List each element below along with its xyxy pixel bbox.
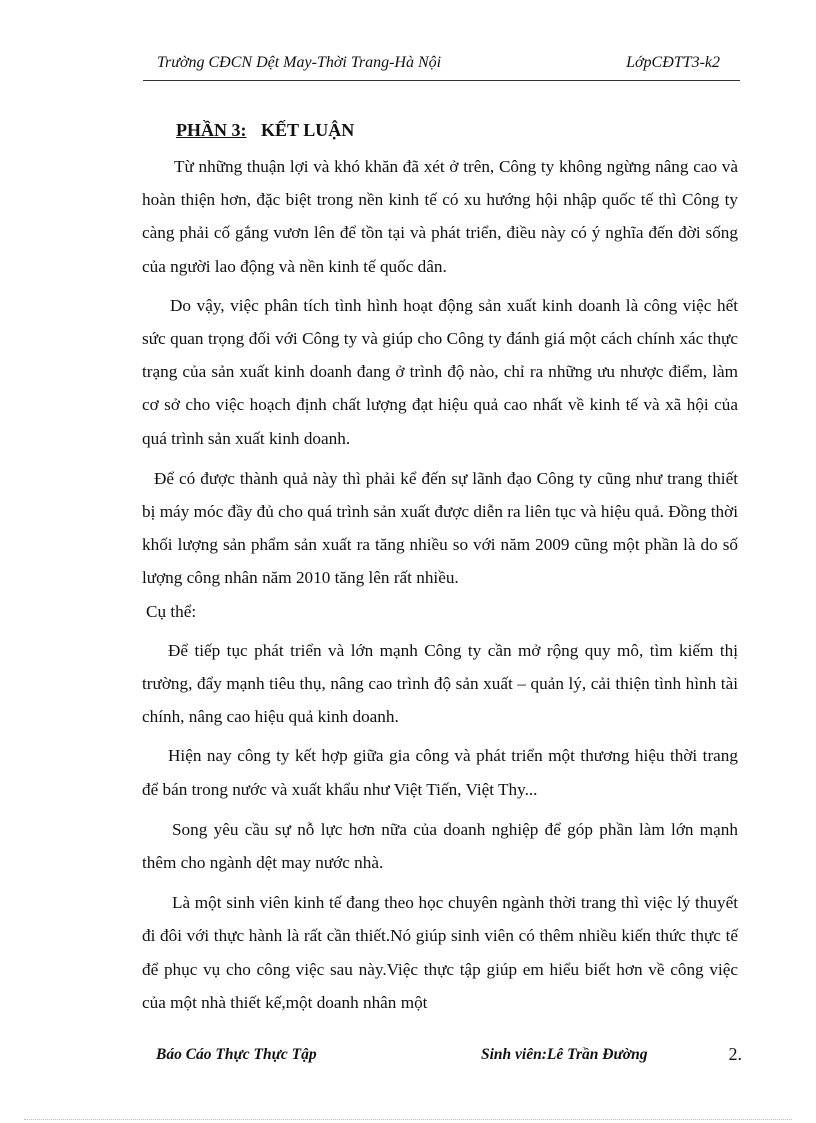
section-heading [176,120,354,141]
paragraph: Do vậy, việc phân tích tình hình hoạt động sản xuất kinh doanh là công việc hết sức quan trọng đối với Công ty và giúp cho Công ty đánh giá một cách chính xác thực trạng của sản xuất kinh doanh đang ở trình độ nào, chỉ ra những ưu nhược điểm, làm cơ sở cho việc hoạch định chất lượng đạt hiệu quả cao nhất về kinh tế và xã hội của quá trình sản xuất kinh doanh. [142,295,738,448]
paragraph: Song yêu cầu sự nỗ lực hơn nữa của doanh nghiệp để góp phần làm lớn mạnh thêm cho ngành dệt may nước nhà. [142,819,738,873]
page-number: 2. [728,1044,742,1064]
paragraph: Để có được thành quả này thì phải kể đến sự lãnh đạo Công ty cũng như trang thiết bị máy móc đầy đủ cho quá trình sản xuất được diễn ra liên tục và hiệu quả. Đồng thời khối lượng sản phẩm sản xuất ra tăng nhiều so với năm 2009 cũng một phần là do số lượng công nhân năm 2010 tăng lên rất nhiều. [142,468,738,588]
paragraph: Từ những thuận lợi và khó khăn đã xét ở trên, Công ty không ngừng nâng cao và hoàn thiện hơn, đặc biệt trong nền kinh tế có xu hướng hội nhập quốc tế thì Công ty càng phải cố gắng vươn lên để tồn tại và phát triển, điều này có ý nghĩa đến đời sống của người lao động và nền kinh tế quốc dân. [142,157,738,276]
footer-report-title: Báo Cáo Thực Thực Tập [156,1046,317,1063]
paragraph: Để tiếp tục phát triển và lớn mạnh Công ty cần mở rộng quy mô, tìm kiếm thị trường, đẩy mạnh tiêu thụ, nâng cao trình độ sản xuất – quản lý, cải thiện tình hình tài chính, nâng cao hiệu quả kinh doanh. [142,640,738,727]
page-footer [142,1046,742,1070]
paragraph: Là một sinh viên kinh tế đang theo học chuyên ngành thời trang thì việc lý thuyết đi đôi với thực hành là rất cần thiết.Nó giúp sinh viên có thêm nhiều kiến thức thực tế để phục vụ cho công việc sau này.Việc thực tập giúp em hiểu biết hơn về công việc của một nhà thiết kế,một doanh nhân một [142,893,738,1012]
page-header [143,52,740,81]
header-school: Trường CĐCN Dệt May-Thời Trang-Hà Nội [157,54,442,71]
page-edge-divider [24,1119,792,1120]
section-number: PHẦN 3: [176,120,247,140]
header-class: LớpCĐTT3-k2 [626,54,720,71]
paragraph: Hiện nay công ty kết hợp giữa gia công và phát triển một thương hiệu thời trang để bán trong nước và xuất khẩu như Việt Tiến, Việt Thy... [142,746,738,799]
footer-student: Sinh viên:Lê Trần Đường [481,1046,648,1063]
paragraph: Cụ thể: [146,601,197,621]
section-title: KẾT LUẬN [261,120,355,140]
body-text [142,150,738,1019]
